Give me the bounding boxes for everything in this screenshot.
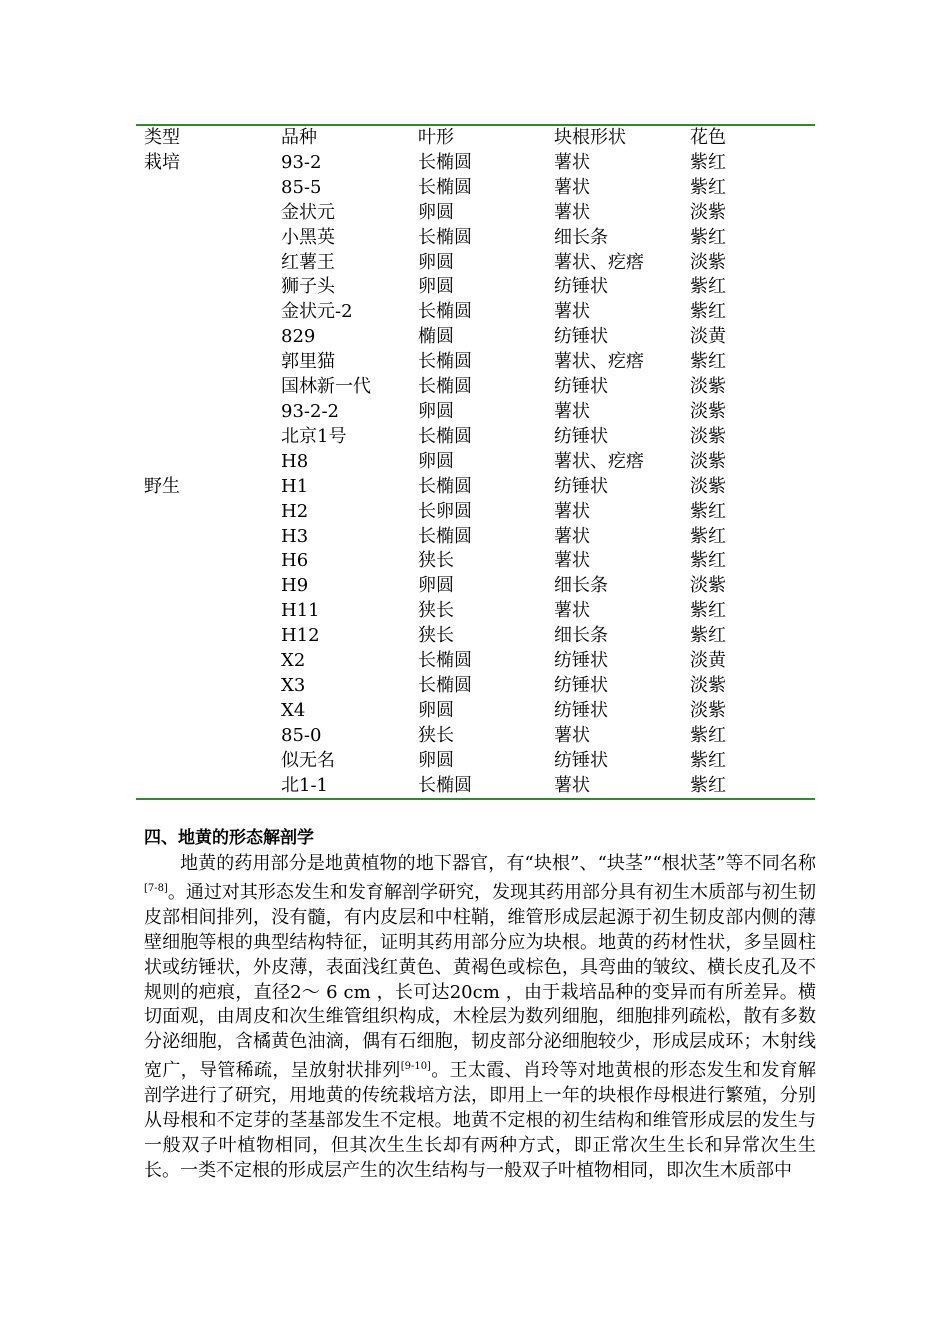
table-row [136,774,815,799]
table-cell: 薯状 [554,724,590,746]
header-root-shape: 块根形状 [554,127,626,148]
table-cell: 紫红 [690,550,726,572]
table-cell [136,275,273,300]
table-row [136,749,815,774]
table-cell: 郭里猫 [281,351,335,373]
table-cell: H9 [281,575,309,597]
table-cell: 长椭圆 [418,425,472,447]
table-cell: 93-2 [281,151,322,173]
table-cell: 淡紫 [690,674,726,696]
table-cell [136,574,273,599]
table-cell: 纺锤状 [554,674,608,696]
table-row [136,649,815,674]
table-cell: 薯状 [554,550,590,572]
morphology-section [144,826,816,1184]
header-type: 类型 [144,127,180,148]
rehmannia-variety-table [136,124,815,800]
table-cell [136,300,273,325]
table-cell: 紫红 [690,500,726,522]
table-cell: 紫红 [690,774,726,796]
table-cell: 金状元 [281,201,335,223]
table-row [136,425,815,450]
table-row [136,226,815,251]
table-row [136,724,815,749]
table-cell [136,375,273,400]
table-cell [136,425,273,450]
table-cell: 长椭圆 [418,774,472,796]
table-cell: 紫红 [690,351,726,373]
table-cell [136,674,273,699]
table-cell: 薯状 [554,525,590,547]
table-cell [136,226,273,251]
table-cell: H6 [281,550,309,572]
table-cell: H1 [281,475,309,497]
table-cell [136,774,273,799]
table-row [136,525,815,550]
paragraph-text-b: 。通过对其形态发生和发育解剖学研究，发现其药用部分具有初生木质部与初生韧皮部相间排列，没有髓，有内皮层和中柱鞘，维管形成层起源于初生韧皮部内侧的薄壁细胞等根的典型结构特征，证明其药用部分应为块根。地黄的药材性状，多呈圆柱状或纺锤状，外皮薄，表面浅红黄色、黄褐色或棕色，具弯曲的皱纹、横长皮孔及不规则的疤痕，直径2～ 6 cm ，长可达20cm ，由于栽培品种的变异而有所差异。横切面观，由周皮和次生维管组织构成，木栓层为数列细胞，细胞排列疏松，散有多数分泌细胞，含橘黄色油滴，偶有石细胞，韧皮部分泌细胞较少，形成层成环；木射线宽广，导管稀疏，呈放射状排列 [144,881,816,1082]
table-cell: 85-5 [281,176,322,198]
table-row [136,450,815,475]
table-cell: 细长条 [554,226,608,248]
table-cell: 卵圆 [418,575,454,597]
table-cell: 85-0 [281,724,322,746]
table-cell [136,724,273,749]
table-cell: 纺锤状 [554,475,608,497]
table-cell: 紫红 [690,176,726,198]
table-cell: 薯状 [554,600,590,622]
table-cell: 薯状 [554,400,590,422]
table-cell: 金状元-2 [281,301,353,323]
table-cell: 长椭圆 [418,674,472,696]
table-cell: 紫红 [690,301,726,323]
table-cell [136,549,273,574]
table-cell: 北1-1 [281,774,328,796]
table-cell: 长卵圆 [418,500,472,522]
table-cell: 淡紫 [690,699,726,721]
table-cell [136,450,273,475]
data-table [136,126,815,798]
header-leaf-shape: 叶形 [418,127,454,148]
table-cell: 93-2-2 [281,400,339,422]
table-cell: 淡黄 [690,326,726,348]
table-cell: 淡紫 [690,400,726,422]
table-cell: 薯状 [554,176,590,198]
table-cell: X4 [281,699,306,721]
table-cell: 长椭圆 [418,226,472,248]
table-cell: 卵圆 [418,400,454,422]
table-row [136,275,815,300]
table-cell: 紫红 [690,151,726,173]
header-variety: 品种 [281,127,317,148]
table-cell: X2 [281,650,306,672]
table-cell: 紫红 [690,600,726,622]
table-cell: 纺锤状 [554,326,608,348]
table-cell [136,699,273,724]
paragraph-text-a: 地黄的药用部分是地黄植物的地下器官，有“块根”、“块茎”“根状茎”等不同名称 [180,853,816,874]
table-row [136,500,815,525]
table-cell: 淡紫 [690,201,726,223]
table-cell: 北京1号 [281,425,347,447]
table-header-row [136,126,815,151]
table-cell [136,400,273,425]
table-cell: H11 [281,600,320,622]
table-cell: 卵圆 [418,251,454,273]
table-cell: 淡紫 [690,575,726,597]
table-cell [136,201,273,226]
section-paragraph [144,852,816,1184]
table-cell: 椭圆 [418,326,454,348]
table-cell: 纺锤状 [554,650,608,672]
table-row [136,201,815,226]
citation-ref-2: [9-10] [400,1061,431,1073]
table-row [136,176,815,201]
table-cell: 薯状 [554,500,590,522]
table-row [136,375,815,400]
table-cell: 野生 [144,475,180,497]
table-row [136,574,815,599]
table-cell [136,525,273,550]
table-row [136,599,815,624]
table-row [136,475,815,500]
table-cell: 淡紫 [690,475,726,497]
table-row [136,699,815,724]
table-cell: 卵圆 [418,699,454,721]
table-cell: 狮子头 [281,276,335,298]
section-heading: 四、地黄的形态解剖学 [144,828,314,848]
table-cell: 狭长 [418,625,454,647]
table-cell [136,251,273,276]
table-cell: 狭长 [418,550,454,572]
table-cell: 薯状、疙瘩 [554,251,644,273]
table-cell: 纺锤状 [554,425,608,447]
table-cell: 薯状 [554,201,590,223]
header-flower-color: 花色 [690,127,726,148]
table-cell: 紫红 [690,625,726,647]
table-cell: 薯状 [554,151,590,173]
table-cell: 狭长 [418,600,454,622]
table-cell: 长椭圆 [418,376,472,398]
table-cell: 薯状 [554,301,590,323]
table-cell: 薯状 [554,774,590,796]
table-cell: 紫红 [690,226,726,248]
table-cell: 长椭圆 [418,475,472,497]
table-cell: 淡紫 [690,425,726,447]
table-cell: 薯状、疙瘩 [554,450,644,472]
table-cell: 纺锤状 [554,276,608,298]
table-cell: 829 [281,326,316,348]
table-cell: H8 [281,450,309,472]
table-cell: 长椭圆 [418,351,472,373]
table-row [136,674,815,699]
table-cell: 国林新一代 [281,376,371,398]
table-row [136,325,815,350]
table-cell: 卵圆 [418,450,454,472]
table-row [136,624,815,649]
table-body [136,151,815,799]
table-cell [136,599,273,624]
table-row [136,350,815,375]
paragraph-text-c: 。王太霞、肖玲等对地黄根的形态发生和发育解剖学进行了研究，用地黄的传统栽培方法，即用上一年的块根作母根进行繁殖，分别从母根和不定芽的茎基部发生不定根。地黄不定根的初生结构和维管形成层的发生与一般双子叶植物相同，但其次生生长却有两种方式，即正常次生生长和异常次生生长。一类不定根的形成层产生的次生结构与一般双子叶植物相同，即次生木质部中 [144,1060,816,1181]
table-cell: 淡紫 [690,450,726,472]
table-cell: 长椭圆 [418,151,472,173]
table-cell: 卵圆 [418,276,454,298]
table-cell [136,624,273,649]
table-cell: 紫红 [690,525,726,547]
table-cell: H2 [281,500,309,522]
table-row [136,151,815,176]
table-cell [136,176,273,201]
citation-ref-1: [7-8] [144,882,168,894]
table-row [136,251,815,276]
table-row [136,300,815,325]
table-cell: 似无名 [281,749,335,771]
table-cell [136,649,273,674]
table-row [136,549,815,574]
table-cell: 栽培 [144,151,180,173]
table-cell [136,749,273,774]
table-cell: 紫红 [690,724,726,746]
table-cell: 细长条 [554,625,608,647]
table-cell: 狭长 [418,724,454,746]
table-cell: H12 [281,625,320,647]
table-cell: 淡紫 [690,251,726,273]
table-cell: 长椭圆 [418,176,472,198]
table-cell: 紫红 [690,749,726,771]
table-cell: 淡紫 [690,376,726,398]
table-cell: 纺锤状 [554,376,608,398]
table-cell: 薯状、疙瘩 [554,351,644,373]
table-cell: 小黑英 [281,226,335,248]
table-cell [136,500,273,525]
table-cell: 长椭圆 [418,301,472,323]
table-cell: 卵圆 [418,201,454,223]
table-cell [136,350,273,375]
table-cell: 红薯王 [281,251,335,273]
table-cell: 紫红 [690,276,726,298]
table-cell: H3 [281,525,309,547]
table-cell: 卵圆 [418,749,454,771]
table-cell: 纺锤状 [554,749,608,771]
table-cell: 细长条 [554,575,608,597]
table-cell: X3 [281,674,306,696]
table-cell: 长椭圆 [418,525,472,547]
table-cell: 淡黄 [690,650,726,672]
table-cell: 长椭圆 [418,650,472,672]
table-cell [136,325,273,350]
table-row [136,400,815,425]
table-cell: 纺锤状 [554,699,608,721]
